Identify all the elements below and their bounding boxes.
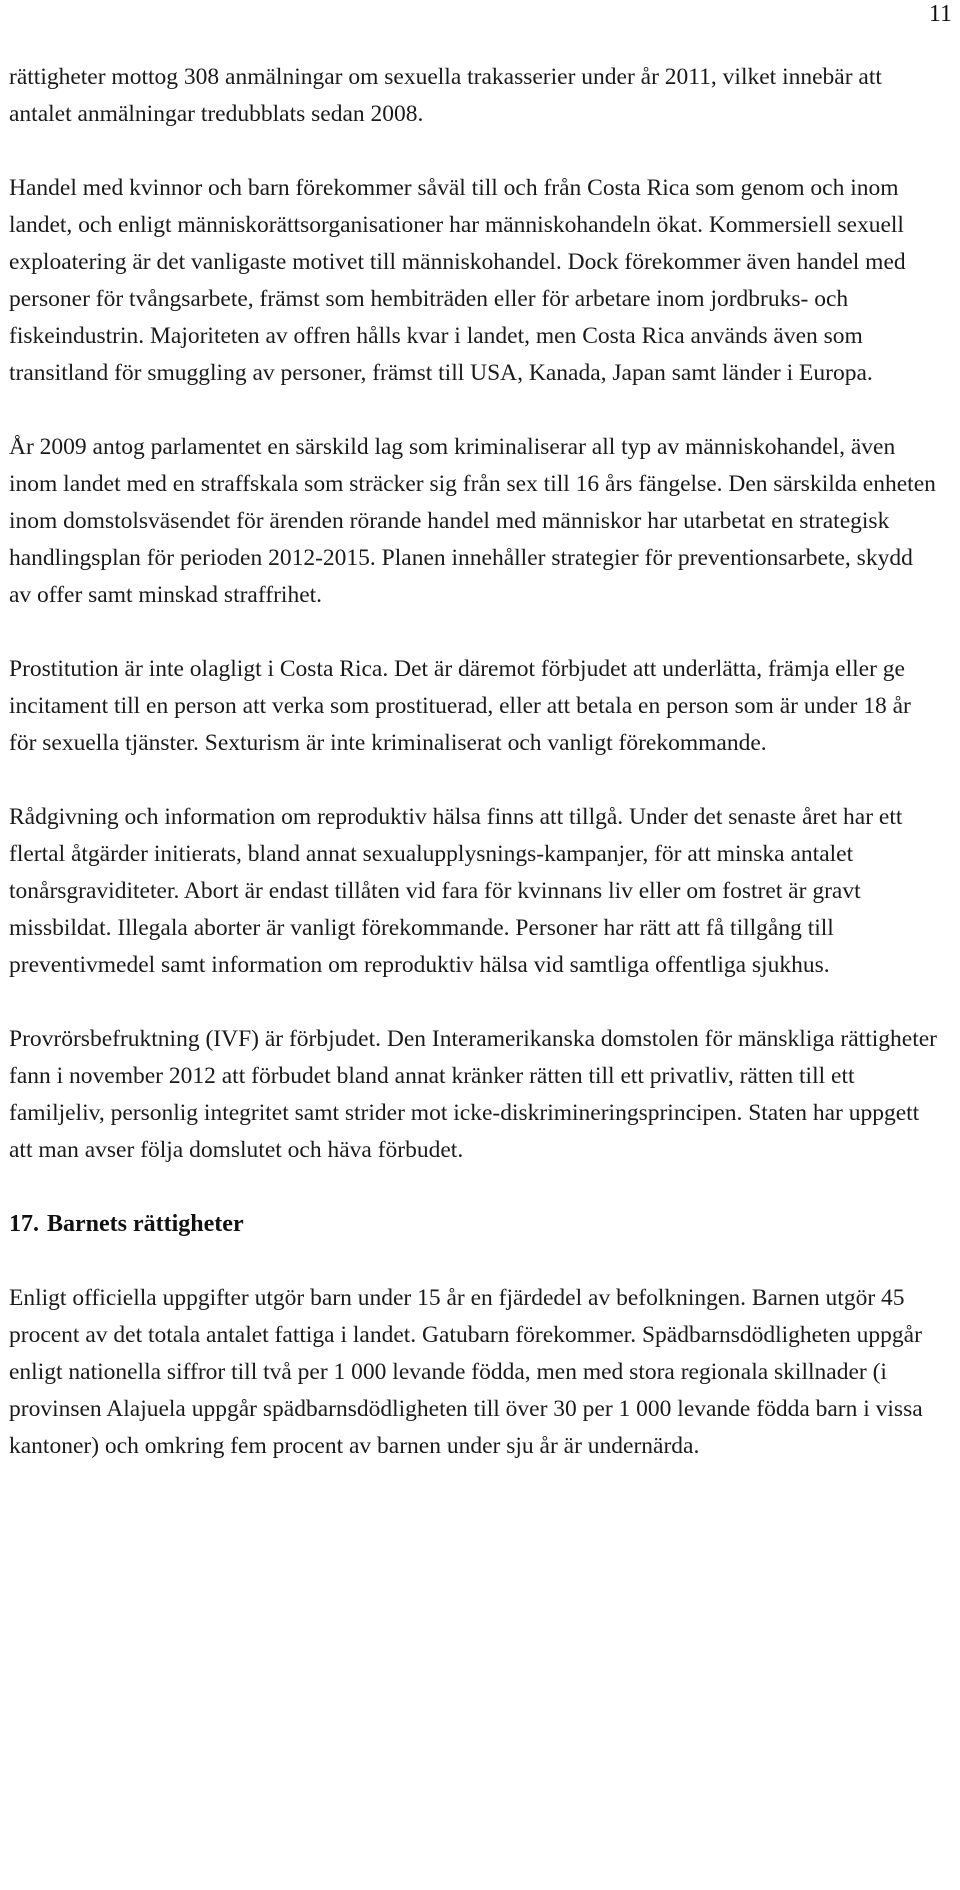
section-number: 17. <box>9 1211 39 1237</box>
paragraph-reproductive-health: Rådgivning och information om reproduktiv hälsa finns att tillgå. Under det senaste året har ett flertal åtgärder initierats, bland annat sexualupplysnings-kampanjer, för att minska antalet tonårsgraviditeter. Abort är endast tillåten vid fara för kvinnans liv eller om fostret är gravt missbildat. Illegala aborter är vanligt förekommande. Personer har rätt att få tillgång till preventivmedel samt information om reproduktiv hälsa vid samtliga offentliga sjukhus. <box>9 804 903 978</box>
paragraph-trafficking-law: År 2009 antog parlamentet en särskild lag som kriminaliserar all typ av människohandel, även inom landet med en straffskala som sträcker sig från sex till 16 års fängelse. Den särskilda enheten inom domstolsväsendet för ärenden rörande handel med människor har utarbetat en strategisk handlingsplan för perioden 2012-2015. Planen innehåller strategier för preventionsarbete, skydd av offer samt minskad straffrihet. <box>9 434 936 608</box>
paragraph-human-trafficking: Handel med kvinnor och barn förekommer såväl till och från Costa Rica som genom och inom landet, och enligt människorättsorganisationer har människohandeln ökat. Kommersiell sexuell exploatering är det vanligaste motivet till människohandel. Dock förekommer även handel med personer för tvångsarbete, främst som hembiträden eller för arbetare inom jordbruks- och fiskeindustrin. Majoriteten av offren hålls kvar i landet, men Costa Rica används även som transitland för smuggling av personer, främst till USA, Kanada, Japan samt länder i Europa. <box>9 175 906 386</box>
paragraph-children-rights: Enligt officiella uppgifter utgör barn under 15 år en fjärdedel av befolkningen. Barnen utgör 45 procent av det totala antalet fattiga i landet. Gatubarn förekommer. Spädbarnsdödligheten uppgår enligt nationella siffror till två per 1 000 levande födda, men med stora regionala skillnader (i provinsen Alajuela uppgår spädbarnsdödligheten till över 30 per 1 000 levande födda barn i vissa kantoner) och omkring fem procent av barnen under sju år är undernärda. <box>9 1285 923 1459</box>
paragraph-ivf: Provrörsbefruktning (IVF) är förbjudet. Den Interamerikanska domstolen för mänskliga rättigheter fann i november 2012 att förbudet bland annat kränker rätten till ett privatliv, rätten till ett familjeliv, personlig integritet samt strider mot icke-diskrimineringsprincipen. Staten har uppgett att man avser följa domslutet och häva förbudet. <box>9 1026 937 1163</box>
paragraph-prostitution: Prostitution är inte olagligt i Costa Rica. Det är däremot förbjudet att underlätta, främja eller ge incitament till en person att verka som prostituerad, eller att betala en person som är under 18 år för sexuella tjänster. Sexturism är inte kriminaliserat och vanligt förekommande. <box>9 656 911 756</box>
page-content <box>9 59 939 1465</box>
paragraph-sexual-harassment: rättigheter mottog 308 anmälningar om sexuella trakasserier under år 2011, vilket innebär att antalet anmälningar tredubblats sedan 2008. <box>9 64 882 127</box>
page-number: 11 <box>928 1 952 27</box>
section-title: Barnets rättigheter <box>47 1211 244 1237</box>
section-heading <box>9 1206 939 1243</box>
